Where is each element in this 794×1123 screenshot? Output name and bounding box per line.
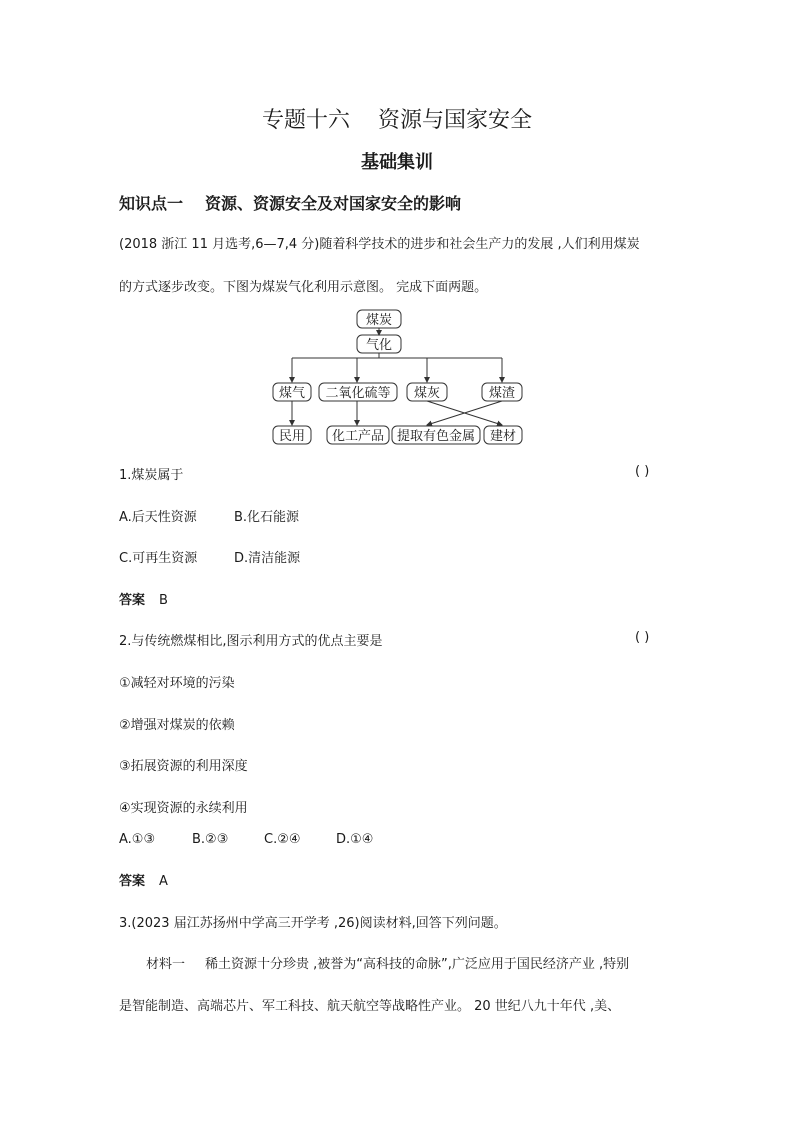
label-coal: 煤炭 — [365, 313, 393, 328]
q2-option-c: C.②④ — [264, 832, 301, 847]
label-building-materials: 建材 — [489, 429, 517, 444]
q1-option-d: D.清洁能源 — [234, 551, 301, 566]
q3-material-label: 材料一 — [146, 957, 186, 972]
label-civil-use: 民用 — [278, 429, 306, 444]
q2-item-3: ③拓展资源的利用深度 — [119, 759, 248, 774]
label-coal-slag: 煤渣 — [488, 386, 516, 401]
q2-stem: 2.与传统燃煤相比,图示利用方式的优点主要是 — [119, 634, 383, 649]
q1-option-b: B.化石能源 — [234, 510, 300, 525]
label-coal-ash: 煤灰 — [413, 386, 441, 401]
page-title — [0, 103, 794, 134]
section-title: 资源、资源安全及对国家安全的影响 — [205, 194, 462, 213]
q1-option-c: C.可再生资源 — [119, 551, 198, 566]
q2-answer — [119, 870, 168, 889]
q2-option-a: A.①③ — [119, 832, 156, 847]
q3-material-line-2: 是智能制造、高端芯片、军工科技、航天航空等战略性产业。 20 世纪八九十年代 ,美、 — [119, 999, 621, 1014]
label-sulfur-dioxide: 二氧化硫等 — [325, 386, 391, 401]
section-heading — [119, 191, 461, 214]
q2-option-d: D.①④ — [336, 832, 374, 847]
q2-option-b: B.②③ — [192, 832, 229, 847]
label-coal-gas: 煤气 — [278, 386, 306, 401]
topic-title: 资源与国家安全 — [378, 108, 533, 133]
topic-number: 专题十六 — [261, 108, 350, 133]
label-nonferrous-metals: 提取有色金属 — [396, 429, 476, 444]
label-gasify: 气化 — [365, 338, 393, 353]
q3-material-text-1: 稀土资源十分珍贵 ,被誉为“高科技的命脉”,广泛应用于国民经济产业 ,特别 — [205, 957, 630, 972]
q3-stem: 3.(2023 届江苏扬州中学高三开学考 ,26)阅读材料,回答下列问题。 — [119, 916, 507, 931]
q1-stem: 1.煤炭属于 — [119, 468, 184, 483]
q2-answer-label: 答案 — [119, 874, 146, 889]
q2-answer-value: A — [159, 874, 168, 889]
q2-item-4: ④实现资源的永续利用 — [119, 801, 248, 816]
label-chemical-products: 化工产品 — [331, 429, 385, 444]
q2-item-1: ①减轻对环境的污染 — [119, 676, 235, 691]
intro-line-1: (2018 浙江 11 月选考,6—7,4 分)随着科学技术的进步和社会生产力的发展 ,人们利用煤炭 — [119, 237, 640, 252]
q1-answer-value: B — [159, 593, 168, 608]
q3-material-line-1 — [146, 953, 629, 972]
q1-answer — [119, 589, 168, 608]
page-subtitle: 基础集训 — [361, 152, 433, 173]
q1-option-a: A.后天性资源 — [119, 510, 197, 525]
q1-answer-label: 答案 — [119, 593, 146, 608]
intro-line-2: 的方式逐步改变。下图为煤炭气化利用示意图。 完成下面两题。 — [119, 280, 488, 295]
section-label: 知识点一 — [119, 194, 184, 213]
coal-gasification-diagram — [270, 305, 530, 447]
q1-answer-bracket: ( ) — [635, 464, 650, 479]
q2-item-2: ②增强对煤炭的依赖 — [119, 718, 235, 733]
q2-answer-bracket: ( ) — [635, 630, 650, 645]
